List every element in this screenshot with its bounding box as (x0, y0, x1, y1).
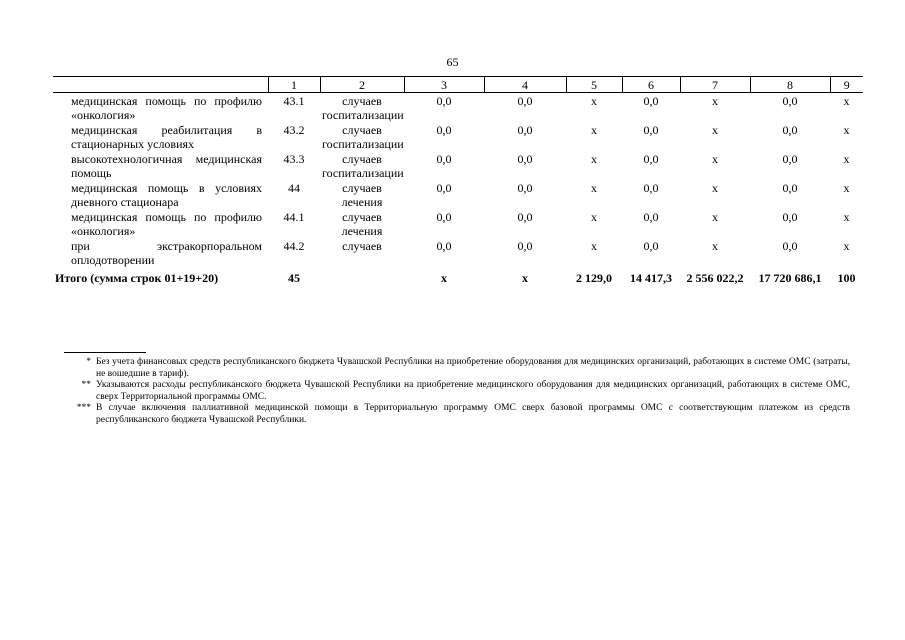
total-value: 2 556 022,2 (686, 271, 744, 285)
header-cell: 4 (484, 77, 566, 93)
value-cell: х (843, 239, 850, 253)
total-value: х (522, 271, 528, 285)
table-row (53, 122, 863, 151)
header-cell: 7 (680, 77, 750, 93)
value-cell: 0,0 (782, 181, 798, 195)
table-row (53, 180, 863, 209)
value-cell: х (843, 210, 850, 224)
value-cell: 0,0 (436, 123, 452, 137)
footnote (55, 403, 850, 426)
value-cell: 0,0 (782, 210, 798, 224)
row-number: 43.1 (283, 94, 305, 108)
value-cell: х (712, 94, 718, 108)
total-row (53, 267, 863, 285)
row-label: медицинская помощь в условиях дневного стационара (71, 181, 262, 209)
unit-cell: случаев (342, 239, 382, 253)
row-label: медицинская помощь по профилю «онкология» (71, 210, 262, 238)
page-number: 65 (446, 55, 459, 69)
value-cell: 0,0 (782, 123, 798, 137)
value-cell: х (591, 123, 597, 137)
row-label: медицинская помощь по профилю «онкология» (71, 94, 262, 122)
header-cell (53, 77, 268, 93)
footnote (55, 357, 850, 380)
table-row (53, 209, 863, 238)
value-cell: 0,0 (517, 94, 533, 108)
value-cell: 0,0 (436, 181, 452, 195)
value-cell: 0,0 (436, 210, 452, 224)
header-cell: 3 (404, 77, 484, 93)
value-cell: 0,0 (517, 210, 533, 224)
value-cell: 0,0 (436, 94, 452, 108)
value-cell: 0,0 (436, 239, 452, 253)
unit-cell: случаев лечения (341, 181, 383, 209)
footnote (55, 380, 850, 403)
value-cell: 0,0 (643, 94, 659, 108)
value-cell: 0,0 (517, 123, 533, 137)
footnote-text: В случае включения паллиативной медицинской помощи в Территориальную программу ОМС сверх базовой программы ОМС с соответствующим платежом из средств республиканского бюджета Чувашской Республики. (96, 403, 850, 425)
value-cell: х (843, 123, 850, 137)
footnotes (55, 357, 850, 426)
value-cell: х (712, 123, 718, 137)
footnote-text: Указываются расходы республиканского бюджета Чувашской Республики на приобретение медицинского оборудования для медицинских организаций, работающих в системе ОМС, сверх Территориальной программы ОМС. (96, 380, 850, 402)
value-cell: х (712, 239, 718, 253)
value-cell: х (591, 239, 597, 253)
total-value: 100 (837, 271, 856, 285)
table-row (53, 238, 863, 267)
header-cell: 2 (320, 77, 404, 93)
value-cell: х (843, 181, 850, 195)
header-cell: 1 (268, 77, 320, 93)
header-cell: 6 (622, 77, 680, 93)
footnote-divider (64, 352, 146, 353)
unit-cell: случаев госпитализации (322, 123, 404, 151)
value-cell: 0,0 (517, 181, 533, 195)
value-cell: 0,0 (643, 123, 659, 137)
value-cell: х (591, 181, 597, 195)
footnote-mark: * (86, 357, 91, 367)
table-header-row (53, 77, 863, 93)
table-row (53, 151, 863, 180)
value-cell: х (712, 152, 718, 166)
total-value: 2 129,0 (576, 271, 612, 285)
value-cell: 0,0 (517, 152, 533, 166)
value-cell: 0,0 (643, 181, 659, 195)
financing-table (53, 76, 863, 285)
row-label: высокотехнологичная медицинская помощь (71, 152, 262, 180)
row-label: при экстракорпоральном оплодотворении (71, 239, 262, 267)
row-number: 43.2 (283, 123, 305, 137)
header-cell: 5 (566, 77, 622, 93)
footnote-text: Без учета финансовых средств республиканского бюджета Чувашской Республики на приобретение оборудования для медицинских организаций, работающих в системе ОМС (затраты, не вошедшие в тариф). (96, 357, 850, 379)
header-cell: 9 (830, 77, 863, 93)
value-cell: х (843, 94, 850, 108)
value-cell: 0,0 (782, 239, 798, 253)
footnote-mark: ** (81, 380, 91, 390)
table-row (53, 93, 863, 123)
total-label: Итого (сумма строк 01+19+20) (55, 271, 219, 285)
row-label: медицинская реабилитация в стационарных условиях (71, 123, 262, 151)
value-cell: 0,0 (643, 239, 659, 253)
row-number: 43.3 (283, 152, 305, 166)
header-cell: 8 (750, 77, 830, 93)
value-cell: 0,0 (782, 94, 798, 108)
row-number: 44.1 (283, 210, 305, 224)
value-cell: х (591, 210, 597, 224)
row-number: 44.2 (283, 239, 305, 253)
value-cell: 0,0 (643, 210, 659, 224)
value-cell: 0,0 (643, 152, 659, 166)
value-cell: х (591, 152, 597, 166)
value-cell: х (843, 152, 850, 166)
unit-cell: случаев лечения (341, 210, 383, 238)
value-cell: х (712, 210, 718, 224)
unit-cell: случаев госпитализации (322, 152, 404, 180)
value-cell: х (591, 94, 597, 108)
row-number: 45 (288, 271, 300, 285)
row-number: 44 (288, 181, 300, 195)
footnote-mark: *** (76, 403, 91, 413)
total-value: 14 417,3 (630, 271, 672, 285)
unit-cell (320, 267, 404, 285)
value-cell: 0,0 (517, 239, 533, 253)
total-value: 17 720 686,1 (758, 271, 822, 285)
unit-cell: случаев госпитализации (322, 94, 404, 122)
total-value: х (441, 271, 447, 285)
value-cell: 0,0 (782, 152, 798, 166)
value-cell: х (712, 181, 718, 195)
value-cell: 0,0 (436, 152, 452, 166)
